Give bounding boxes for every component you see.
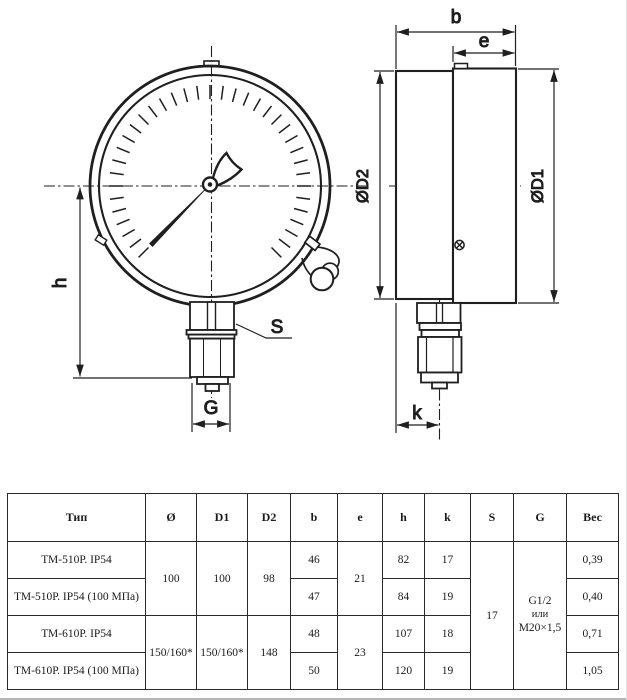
header-h: h — [383, 494, 425, 542]
cell-d2: 148 — [248, 616, 291, 690]
cell-g — [514, 542, 567, 690]
cell-h: 82 — [383, 542, 425, 579]
cell-diameter: 100 — [146, 542, 197, 616]
header-type: Тип — [8, 494, 146, 542]
header-d1: D1 — [197, 494, 248, 542]
cell-weight: 0,40 — [567, 579, 619, 616]
side-top-tab — [455, 64, 468, 69]
bezel-ring — [453, 69, 516, 304]
vent-plug — [455, 240, 464, 249]
dim-d2 — [374, 71, 394, 299]
header-weight: Вес — [567, 494, 619, 542]
cell-type: ТМ-510Р. IP54 (100 МПа) — [8, 579, 146, 616]
needle — [149, 182, 213, 248]
header-e: e — [338, 494, 383, 542]
cell-d1: 100 — [197, 542, 248, 616]
spec-table — [7, 493, 619, 690]
cell-diameter: 150/160* — [146, 616, 197, 690]
header-s: S — [471, 494, 514, 542]
dim-label-g: G — [203, 398, 219, 419]
dim-label-k: k — [412, 403, 422, 424]
header-b: b — [291, 494, 338, 542]
gauge-front-view — [44, 46, 366, 432]
cell-h: 107 — [383, 616, 425, 653]
dial-tick-marks — [109, 85, 311, 257]
cell-h: 120 — [383, 653, 425, 690]
cell-b: 47 — [291, 579, 338, 616]
dim-label-h: h — [50, 277, 71, 289]
dim-label-e: e — [478, 31, 490, 52]
header-d2: D2 — [248, 494, 291, 542]
needle-counterweight — [213, 153, 242, 186]
dim-h — [73, 188, 192, 379]
cell-k: 17 — [425, 542, 471, 579]
cell-weight: 0,71 — [567, 616, 619, 653]
dim-label-d2: ØD2 — [354, 169, 372, 203]
cell-weight: 1,05 — [567, 653, 619, 690]
cell-d1: 150/160* — [197, 616, 248, 690]
cell-b: 46 — [291, 542, 338, 579]
cell-type: ТМ-510Р. IP54 — [8, 542, 146, 579]
cell-k: 18 — [425, 616, 471, 653]
header-diameter: Ø — [146, 494, 197, 542]
cell-e: 21 — [338, 542, 383, 616]
stem-front — [187, 302, 237, 391]
s-leader — [236, 324, 292, 338]
header-k: k — [425, 494, 471, 542]
cell-weight: 0,39 — [567, 542, 619, 579]
rim-tab-left — [95, 235, 107, 245]
cell-h: 84 — [383, 579, 425, 616]
dim-label-b: b — [450, 7, 462, 28]
table-header-row — [8, 494, 619, 542]
cell-d2: 98 — [248, 542, 291, 616]
blowout-valve — [302, 236, 339, 290]
stem-side — [417, 303, 462, 389]
g-line: G1/2 — [528, 595, 552, 608]
cell-k: 19 — [425, 579, 471, 616]
cell-s: 17 — [471, 542, 514, 690]
dim-b — [396, 25, 516, 69]
header-g: G — [514, 494, 567, 542]
cell-e: 23 — [338, 616, 383, 690]
cell-b: 50 — [291, 653, 338, 690]
table-row — [8, 542, 619, 579]
dim-label-d1: ØD1 — [529, 169, 547, 203]
gauge-side-view — [354, 7, 559, 441]
g-line: M20×1,5 — [518, 621, 562, 634]
needle-hub-dot — [208, 182, 213, 187]
cell-k: 19 — [425, 653, 471, 690]
case-body — [396, 71, 453, 299]
g-line: или — [531, 609, 549, 621]
cell-b: 48 — [291, 616, 338, 653]
cell-type: ТМ-610Р. IP54 — [8, 616, 146, 653]
dim-label-s: S — [270, 317, 284, 338]
cell-type: ТМ-610Р. IP54 (100 МПа) — [8, 653, 146, 690]
